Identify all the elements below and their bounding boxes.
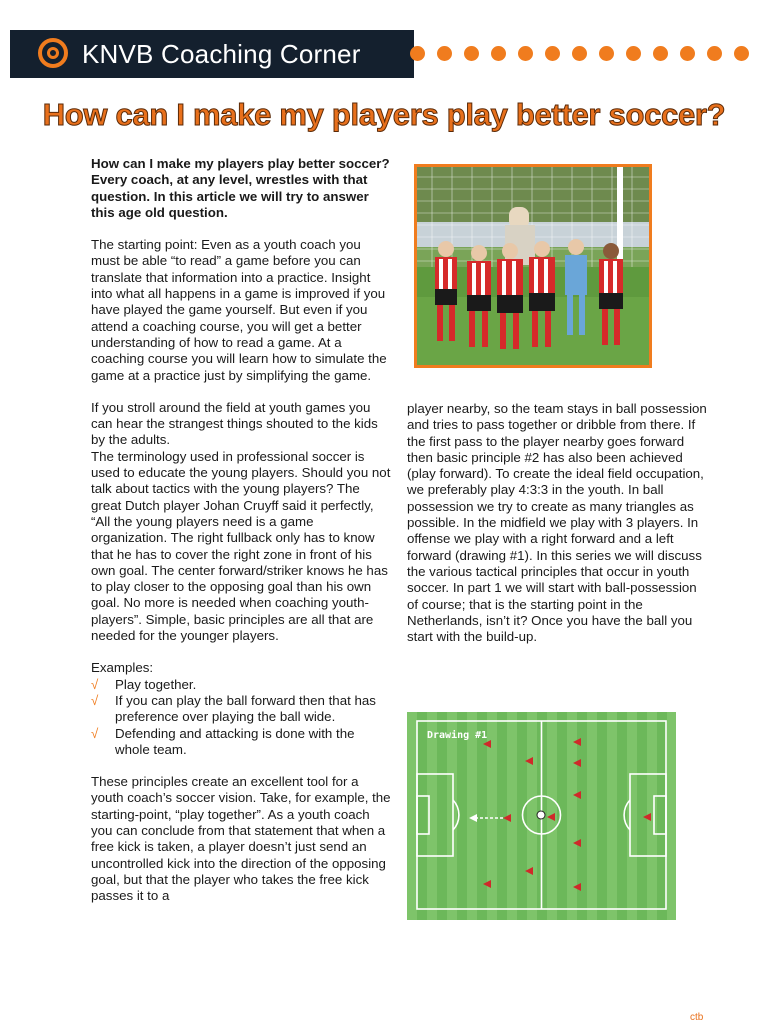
article-column-right — [407, 401, 707, 661]
dot-icon — [707, 46, 722, 61]
header-banner — [10, 30, 414, 78]
body-paragraph: The starting point: Even as a youth coach you must be able “to read” a game before you can translate that information into a practice. Insight into what all happens in a game is improved if you have played the game yourself. But even if you attend a coaching course, you will get a better understanding of how to read a game. At a coaching course you will learn how to simulate the game at a practice just by simplifying the game. — [91, 237, 387, 383]
dot-icon — [626, 46, 641, 61]
article-column-left — [91, 156, 391, 920]
list-item: √ Defending and attacking is done with the whole team. — [91, 725, 355, 757]
dot-icon — [464, 46, 479, 61]
list-item: √ If you can play the ball forward then that has preference over playing the ball wide. — [91, 692, 376, 725]
dot-icon — [734, 46, 749, 61]
body-paragraph: These principles create an excellent tool for a youth coach’s soccer vision. Take, for example, the starting-point, “play together”. As a youth coach you can conclude from that statement that when a free kick is taken, a player doesn’t just send an uncontrolled kick into the direction of the opposing goal, but that the player who takes the free kick passes it to a — [91, 774, 391, 904]
team-photo-illustration — [417, 167, 649, 365]
decorative-dots — [410, 46, 755, 62]
checkmark-icon: √ — [91, 676, 99, 692]
knvb-logo-icon — [38, 38, 68, 68]
intro-paragraph: How can I make my players play better soccer? Every coach, at any level, wrestles with that question. In this article we will try to answer this age old question. — [91, 156, 390, 220]
pitch-diagram — [407, 712, 676, 920]
tactics-drawing — [407, 712, 676, 920]
banner-title: KNVB Coaching Corner — [82, 39, 361, 69]
body-paragraph: The terminology used in professional soccer is used to educate the young players. Should you not talk about tactics with the young players? The great Dutch player Johan Cruyff said it perfectly, “All the young players need is a game organization. The right fullback only has to know that he has to cover the right zone in front of his own goal. The center forward/striker knows he has to play closer to the opposing goal than his own goal. No more is needed when coaching youth-players”. Simple, basic principles are all that are needed for the younger players. — [91, 448, 391, 644]
dot-icon — [572, 46, 587, 61]
dot-icon — [653, 46, 668, 61]
dot-icon — [518, 46, 533, 61]
corner-mark: ctb — [690, 1012, 704, 1023]
dot-icon — [491, 46, 506, 61]
drawing-label: Drawing #1 — [427, 730, 488, 741]
page-title: How can I make my players play better soccer? — [42, 97, 726, 132]
list-item: √ Play together. — [91, 676, 197, 692]
dot-icon — [410, 46, 425, 61]
checkmark-icon: √ — [91, 692, 99, 708]
dot-icon — [437, 46, 452, 61]
body-paragraph: If you stroll around the field at youth games you can hear the strangest things shouted to the kids by the adults. — [91, 399, 378, 448]
checkmark-icon: √ — [91, 725, 99, 741]
team-photo — [414, 164, 652, 368]
examples-label: Examples: — [91, 660, 154, 676]
dot-icon — [599, 46, 614, 61]
examples-list — [91, 677, 391, 758]
dot-icon — [545, 46, 560, 61]
dot-icon — [680, 46, 695, 61]
body-paragraph: player nearby, so the team stays in ball possession and tries to pass together or dribble from there. If the first pass to the player nearby goes forward then basic principle #2 has also been achieved (play forward). To create the ideal field occupation, we preferably play 4:3:3 in the youth. In ball possession we try to create as many triangles as possible. In the midfield we play with 3 players. In offense we play with a right forward and a left forward (drawing #1). In this series we will discuss the various tactical principles that occur in youth soccer. In part 1 we will start with ball-possession of course; that is the starting point in the Netherlands, isn’t it? Once you have the ball you start with the build-up. — [407, 401, 707, 645]
